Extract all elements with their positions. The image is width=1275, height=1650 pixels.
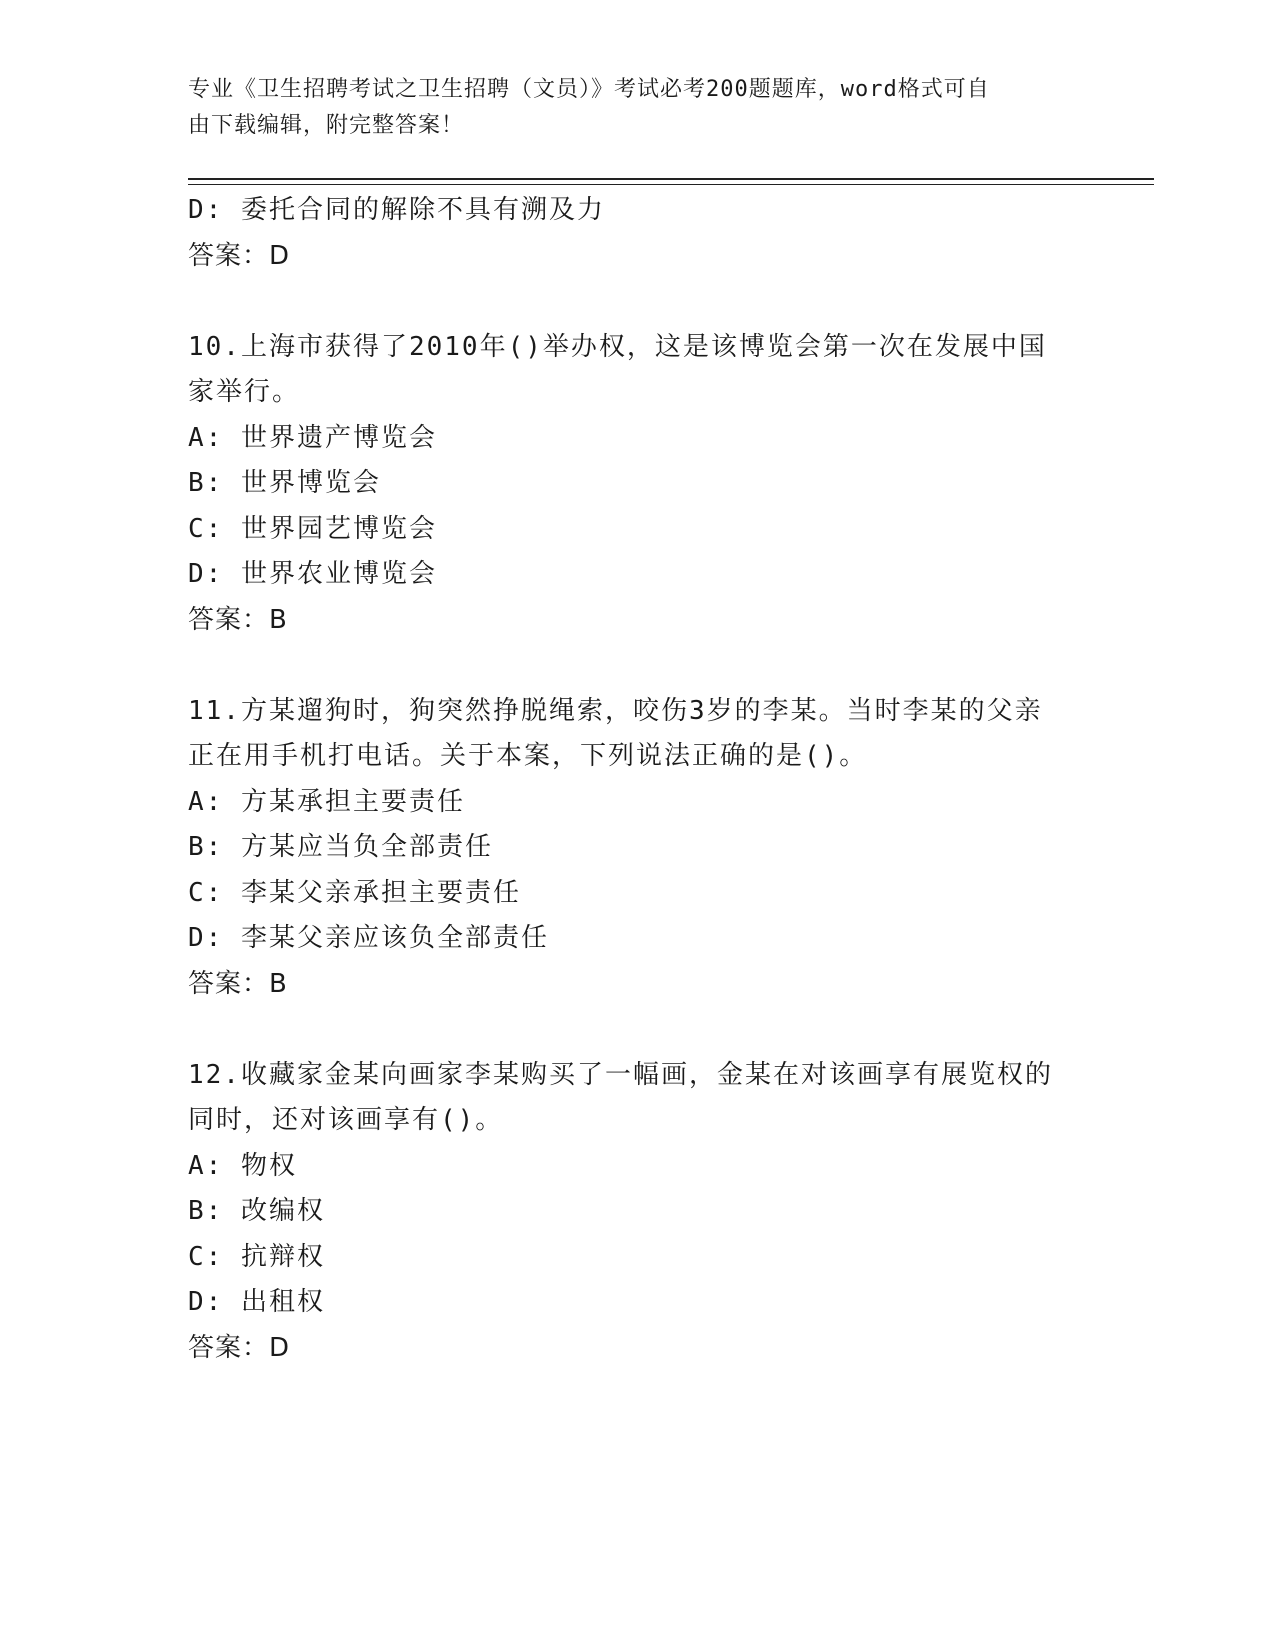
question-text-line-1: 10.上海市获得了2010年()举办权，这是该博览会第一次在发展中国: [188, 331, 1047, 362]
question-list: [188, 188, 1088, 1371]
document-header: [188, 72, 1068, 144]
question-text-line-2: 正在用手机打电话。关于本案，下列说法正确的是()。: [188, 741, 868, 771]
question-11: [188, 689, 1088, 1008]
previous-question-tail: [188, 188, 1088, 279]
question-text-line-2: 同时，还对该画享有()。: [188, 1105, 504, 1135]
answer-line: 答案：B: [188, 968, 288, 999]
option-d: D: 委托合同的解除不具有溯及力: [188, 195, 605, 225]
header-divider-thin: [188, 184, 1154, 185]
spacer: [188, 279, 1088, 325]
option-a: A: 物权: [188, 1150, 297, 1181]
option-c: C: 世界园艺博览会: [188, 513, 437, 544]
question-text-line-1: 11.方某遛狗时，狗突然挣脱绳索，咬伤3岁的李某。当时李某的父亲: [188, 695, 1043, 726]
option-c: C: 李某父亲承担主要责任: [188, 877, 521, 908]
answer-line: 答案：D: [188, 240, 291, 271]
question-text-line-2: 家举行。: [188, 377, 301, 407]
answer-line: 答案：D: [188, 1332, 291, 1363]
option-b: B: 方某应当负全部责任: [188, 832, 493, 862]
option-a: A: 方某承担主要责任: [188, 786, 465, 817]
question-text-line-1: 12.收藏家金某向画家李某购买了一幅画，金某在对该画享有展览权的: [188, 1059, 1053, 1090]
option-b: B: 改编权: [188, 1196, 325, 1226]
spacer: [188, 643, 1088, 689]
option-d: D: 世界农业博览会: [188, 559, 437, 589]
question-12: [188, 1053, 1088, 1372]
option-c: C: 抗辩权: [188, 1241, 325, 1272]
header-line-1: 专业《卫生招聘考试之卫生招聘（文员）》考试必考200题题库，word格式可自: [188, 77, 990, 102]
option-d: D: 李某父亲应该负全部责任: [188, 923, 549, 953]
header-line-2: 由下载编辑，附完整答案！: [188, 113, 465, 138]
option-a: A: 世界遗产博览会: [188, 422, 437, 453]
header-divider-thick: [188, 178, 1154, 180]
answer-line: 答案：B: [188, 604, 288, 635]
spacer: [188, 1007, 1088, 1053]
option-d: D: 出租权: [188, 1287, 325, 1317]
option-b: B: 世界博览会: [188, 468, 381, 498]
question-10: [188, 325, 1088, 644]
